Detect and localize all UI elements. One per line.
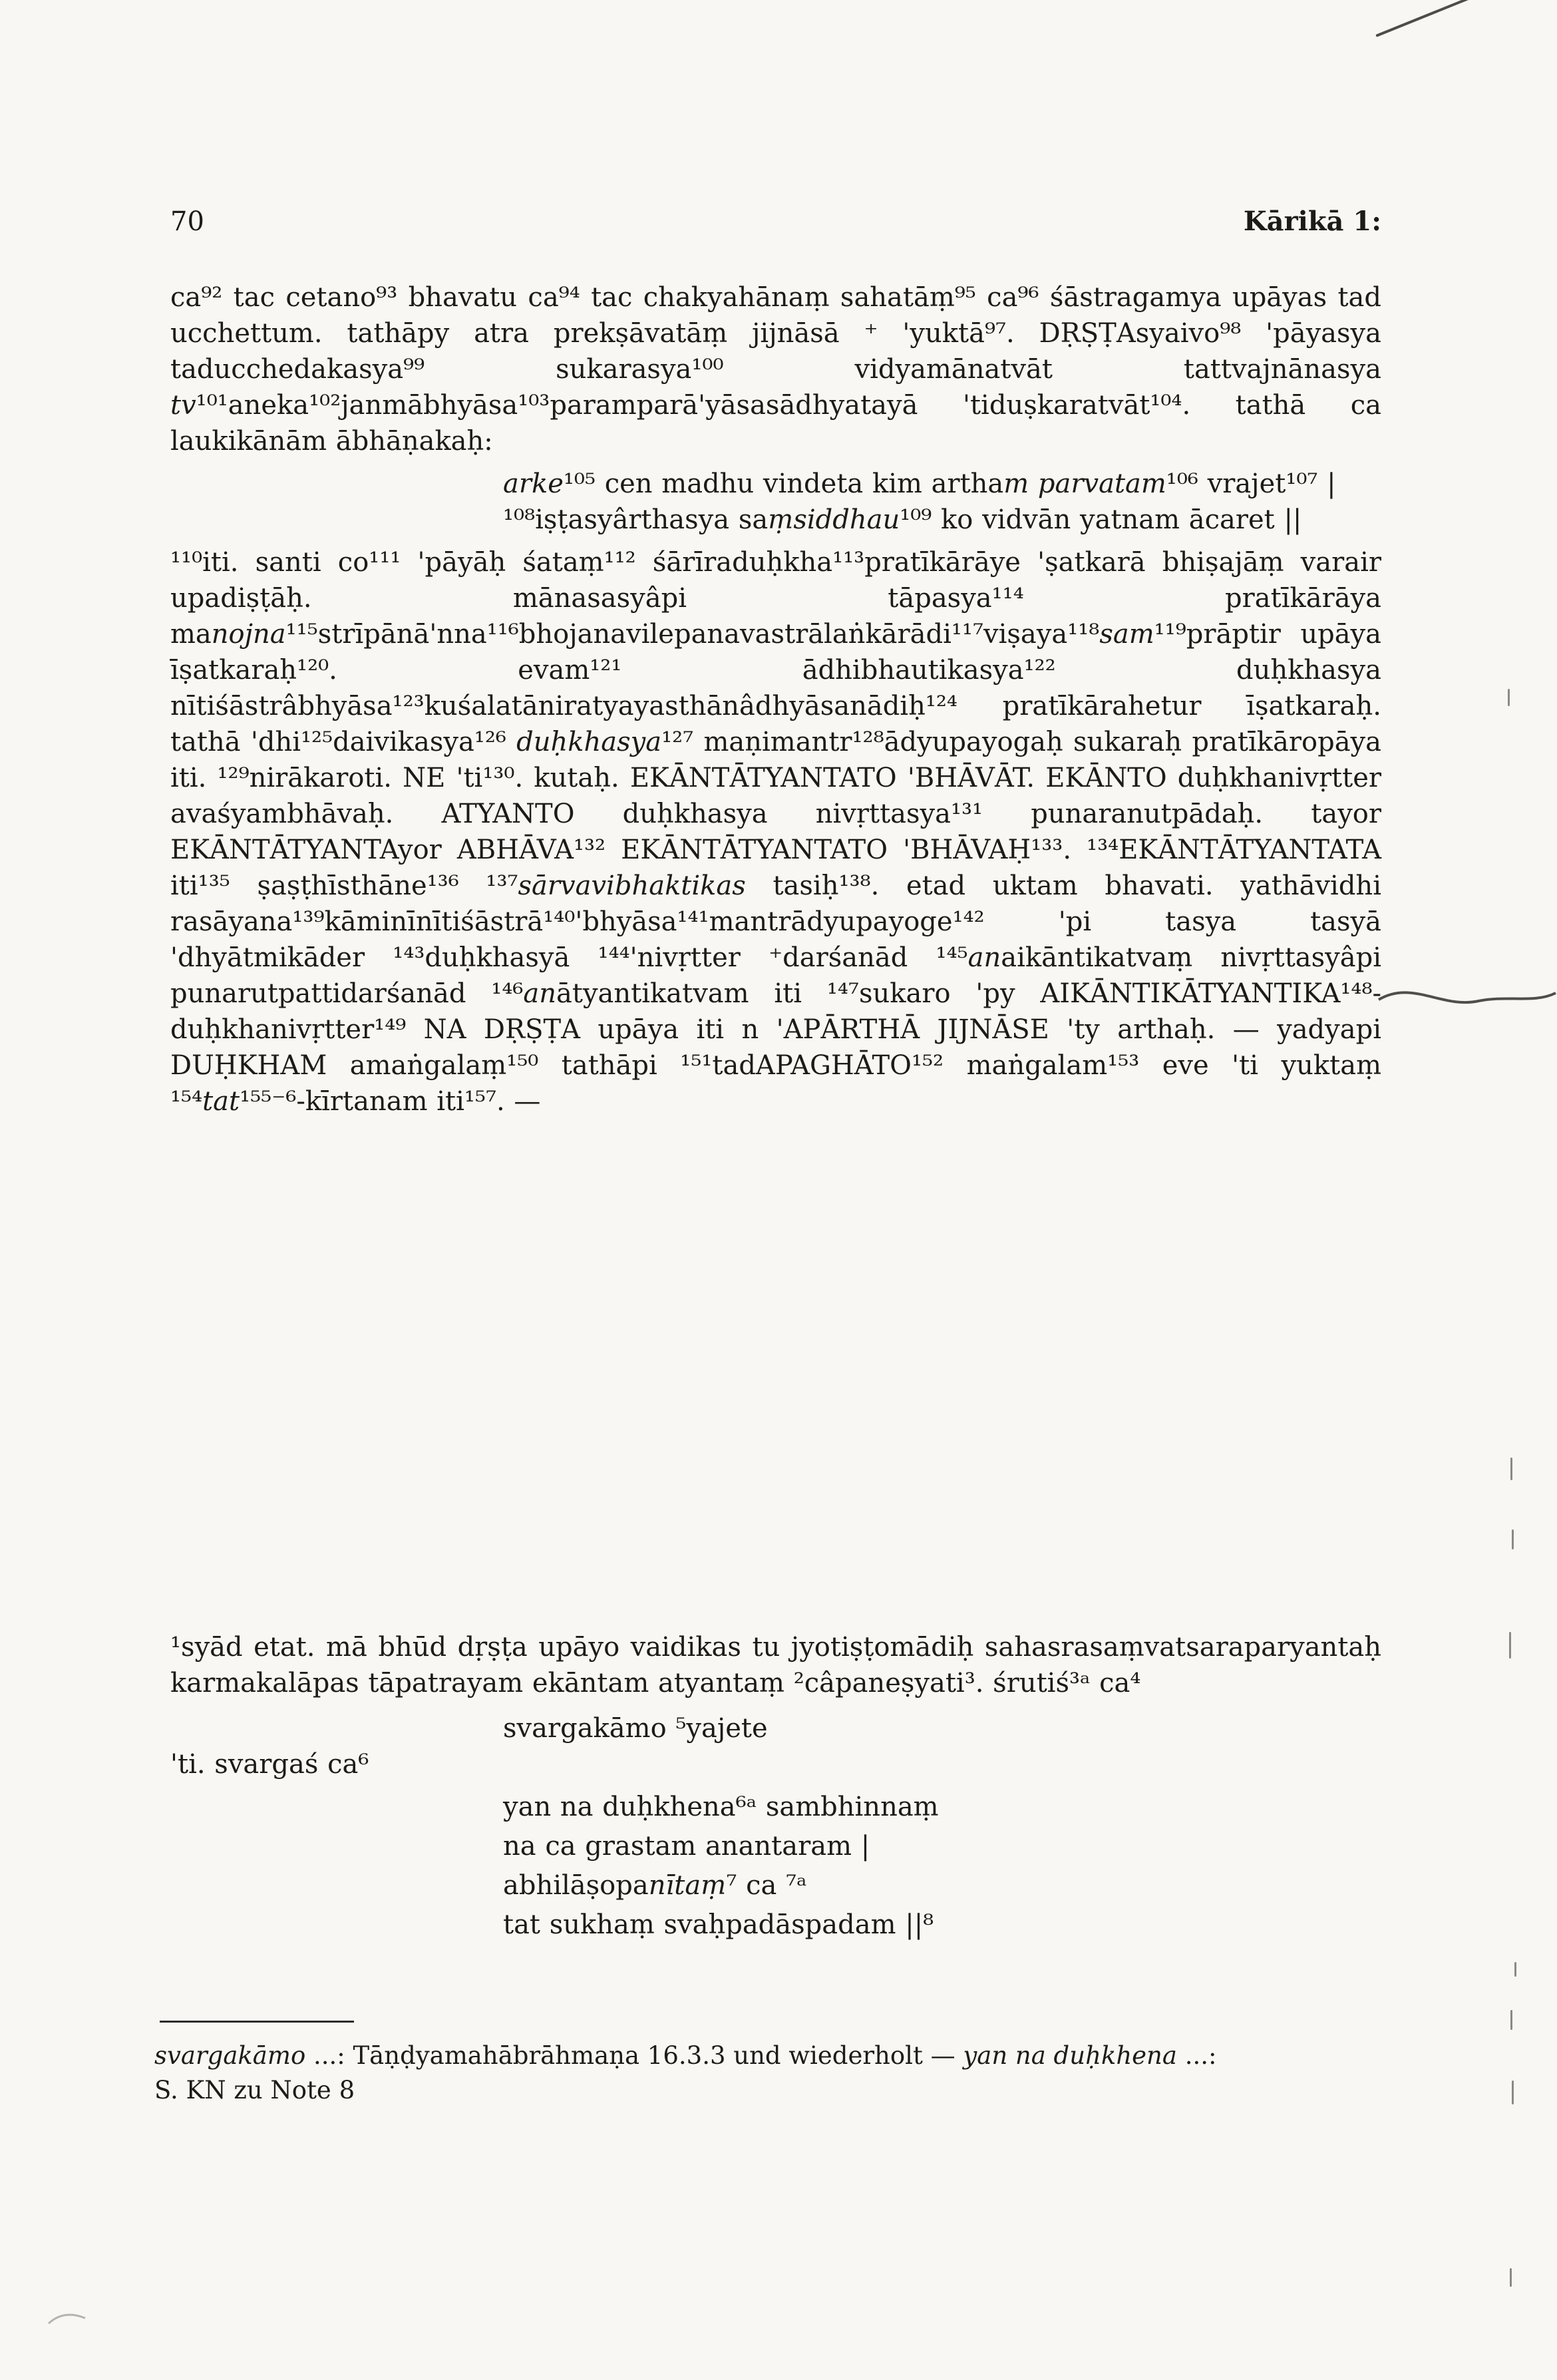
page-header xyxy=(170,206,1381,237)
citation-svargakamo: svargakāmo ⁵yajete xyxy=(503,1713,768,1744)
scan-artifact-tick xyxy=(1512,1529,1514,1549)
commentary-paragraph-2: ¹¹⁰iti. santi co¹¹¹ 'pāyāḥ śataṃ¹¹² śārīraduḥkha¹¹³pratīkārāye 'ṣatkarā bhiṣajāṃ varair upadiṣṭāḥ. mānasasyâpi tāpasya¹¹⁴ pratīkārāya manojna¹¹⁵strīpānā'nna¹¹⁶bhojanavilepanavastrālaṅkārādi¹¹⁷viṣaya¹¹⁸sam¹¹⁹prāptir upāya īṣatkaraḥ¹²⁰. evam¹²¹ ādhibhautikasya¹²² duḥkhasya nītiśāstrâbhyāsa¹²³kuśalatāniratyayasthānâdhyāsanādiḥ¹²⁴ pratīkārahetur īṣatkaraḥ. tathā 'dhi¹²⁵daivikasya¹²⁶ duḥkhasya¹²⁷ maṇimantr¹²⁸ādyupayogaḥ sukaraḥ pratīkāropāya iti. ¹²⁹nirākaroti. NE 'ti¹³⁰. kutaḥ. EKĀNTĀTYANTATO 'BHĀVĀT. EKĀNTO duḥkhanivṛtter avaśyambhāvaḥ. ATYANTO duḥkhasya nivṛttasya¹³¹ punaranutpādaḥ. tayor EKĀNTĀTYANTAyor ABHĀVA¹³² EKĀNTĀTYANTATO 'BHĀVAḤ¹³³. ¹³⁴EKĀNTĀTYANTATA iti¹³⁵ ṣaṣṭhīsthāne¹³⁶ ¹³⁷sārvavibhaktikas tasiḥ¹³⁸. etad uktam bhavati. yathāvidhi rasāyana¹³⁹kāminīnītiśāstrā¹⁴⁰'bhyāsa¹⁴¹mantrādyupayoge¹⁴² 'pi tasya tasyā 'dhyātmikāder ¹⁴³duḥkhasyā ¹⁴⁴'nivṛtter ⁺darśanād ¹⁴⁵anaikāntikatvaṃ nivṛttasyâpi punarutpattidarśanād ¹⁴⁶anātyantikatvam iti ¹⁴⁷sukaro 'py AIKĀNTIKĀTYANTIKA¹⁴⁸-duḥkhanivṛtter¹⁴⁹ NA DṚṢṬA upāya iti n 'APĀRTHĀ JIJNĀSE 'ty arthaḥ. — yadyapi DUḤKHAM amaṅgalaṃ¹⁵⁰ tathāpi ¹⁵¹tadAPAGHĀTO¹⁵² maṅgalam¹⁵³ eve 'ti yuktaṃ ¹⁵⁴tat¹⁵⁵⁻⁶-kīrtanam iti¹⁵⁷. — xyxy=(170,547,1382,1117)
italic-run: nojna xyxy=(211,619,286,650)
scan-artifact-arc-icon xyxy=(47,2307,94,2328)
scan-artifact-tick xyxy=(1510,2010,1512,2030)
commentary-paragraph-1: ca⁹² tac cetano⁹³ bhavatu ca⁹⁴ tac chakyahānaṃ sahatāṃ⁹⁵ ca⁹⁶ śāstragamya upāyas tad ucchettum. tathāpy atra prekṣāvatāṃ jijnāsā ⁺ 'yuktā⁹⁷. DṚṢṬAsyaivo⁹⁸ 'pāyasya taducchedakasya⁹⁹ sukarasya¹⁰⁰ vidyamānatvāt tattvajnānasya tv¹⁰¹aneka¹⁰²janmābhyāsa¹⁰³paramparā'yāsasādhyatayā 'tiduṣkaratvāt¹⁰⁴. tathā ca laukikānām ābhāṇakaḥ: xyxy=(170,282,1381,457)
italic-run: duḥkhasya xyxy=(516,727,662,757)
scan-artifact-tick xyxy=(1510,2268,1512,2287)
italic-run: tv xyxy=(170,390,196,421)
verse-line: na ca grastam anantaram | xyxy=(503,1831,870,1862)
italic-run: sārvavibhaktikas xyxy=(518,871,746,901)
apparatus-line: svargakāmo ...: Tāṇḍyamahābrāhmaṇa 16.3.3 und wiederholt — yan na duḥkhena ...: xyxy=(154,2041,1217,2070)
note-paragraph: ¹syād etat. mā bhūd dṛṣṭa upāyo vaidikas tu jyotiṣṭomādiḥ sahasrasaṃvatsaraparyantaḥ karmakalāpas tāpatrayam ekāntam atyantaṃ ²câpaneṣyati³. śrutiś³ᵃ ca⁴ xyxy=(170,1632,1381,1698)
italic-run: yan na duḥkhena xyxy=(963,2041,1177,2070)
verse-line: abhilāṣopanītaṃ⁷ ca ⁷ᵃ xyxy=(503,1870,807,1901)
footnote-separator-rule xyxy=(160,2021,354,2023)
italic-run: an xyxy=(967,942,1001,973)
scan-artifact-squiggle-icon xyxy=(1377,973,1557,1026)
verse-quote-arke xyxy=(503,466,1381,538)
italic-run: ṃsiddhau xyxy=(768,504,900,535)
scan-artifact-tick xyxy=(1509,1632,1511,1659)
scan-artifact-diagonal-stroke-icon xyxy=(1375,0,1478,37)
note-commentary-block xyxy=(170,1629,1381,1946)
scan-artifact-tick xyxy=(1514,1962,1516,1977)
apparatus-block xyxy=(154,2021,1399,2108)
italic-run: sam xyxy=(1099,619,1154,650)
verse-quote-yan-na xyxy=(503,1789,1381,1943)
scan-artifact-tick xyxy=(1508,689,1510,706)
italic-run: svargakāmo xyxy=(154,2041,306,2070)
page-number: 70 xyxy=(170,206,204,237)
italic-run: arke xyxy=(503,469,564,499)
italic-run: an xyxy=(523,978,557,1009)
verse-line: yan na duḥkhena⁶ᵃ sambhinnaṃ xyxy=(503,1792,939,1822)
verse-line: arke¹⁰⁵ cen madhu vindeta kim artham parvatam¹⁰⁶ vrajet¹⁰⁷ | xyxy=(503,469,1336,499)
scan-artifact-tick xyxy=(1512,2081,1514,2104)
apparatus-line: S. KN zu Note 8 xyxy=(154,2076,355,2104)
italic-run: nītaṃ xyxy=(648,1870,727,1901)
commentary-block xyxy=(170,280,1381,1119)
note-continuation: 'ti. svargaś ca⁶ xyxy=(170,1749,369,1780)
italic-run: tat xyxy=(202,1086,240,1117)
verse-line: tat sukhaṃ svaḥpadāspadam ||⁸ xyxy=(503,1909,934,1940)
italic-run: m parvatam xyxy=(1003,469,1166,499)
verse-line: ¹⁰⁸iṣṭasyârthasya saṃsiddhau¹⁰⁹ ko vidvān yatnam ācaret || xyxy=(503,504,1302,535)
scan-artifact-tick xyxy=(1510,1458,1512,1480)
running-title: Kārikā 1: xyxy=(1243,206,1381,237)
